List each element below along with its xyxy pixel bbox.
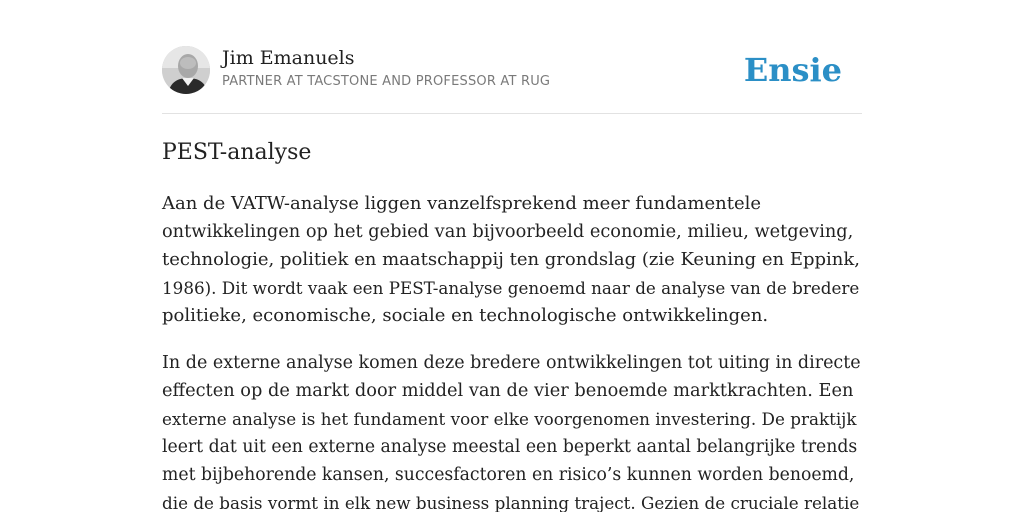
paragraph-line: ontwikkelingen op het gebied van bijvoorbeeld economie, milieu, wetgeving,: [162, 222, 854, 242]
article-title: PEST-analyse: [162, 140, 312, 165]
author-title: PARTNER AT TACSTONE AND PROFESSOR AT RUG: [222, 74, 551, 89]
author-name[interactable]: Jim Emanuels: [222, 47, 355, 69]
article-body: [162, 190, 862, 512]
header-divider: [162, 113, 862, 114]
paragraph-line: effecten op de markt door middel van de vier benoemde marktkrachten. Een: [162, 381, 854, 401]
paragraph-2: [162, 349, 862, 512]
paragraph-line: politieke, economische, sociale en technologische ontwikkelingen.: [162, 305, 769, 326]
author-header: [162, 46, 862, 96]
paragraph-line: die de basis vormt in elk new business planning traject. Gezien de cruciale relatie: [162, 493, 860, 512]
paragraph-line: Aan de VATW-analyse liggen vanzelfsprekend meer fundamentele: [162, 193, 762, 214]
paragraph-line: externe analyse is het fundament voor elke voorgenomen investering. De praktijk: [162, 409, 857, 429]
ensie-logo[interactable]: Ensie: [743, 51, 842, 89]
author-avatar[interactable]: [162, 46, 210, 94]
paragraph-line: In de externe analyse komen deze bredere ontwikkelingen tot uiting in directe: [162, 353, 861, 373]
paragraph-line: leert dat uit een externe analyse meestal een beperkt aantal belangrijke trends: [162, 437, 858, 457]
paragraph-line: 1986). Dit wordt vaak een PEST-analyse genoemd naar de analyse van de bredere: [162, 278, 860, 298]
paragraph-1: [162, 190, 862, 330]
avatar-photo: [162, 46, 210, 94]
paragraph-line: met bijbehorende kansen, succesfactoren en risico’s kunnen worden benoemd,: [162, 465, 855, 485]
paragraph-line: technologie, politiek en maatschappij ten grondslag (zie Keuning en Eppink,: [162, 249, 860, 270]
